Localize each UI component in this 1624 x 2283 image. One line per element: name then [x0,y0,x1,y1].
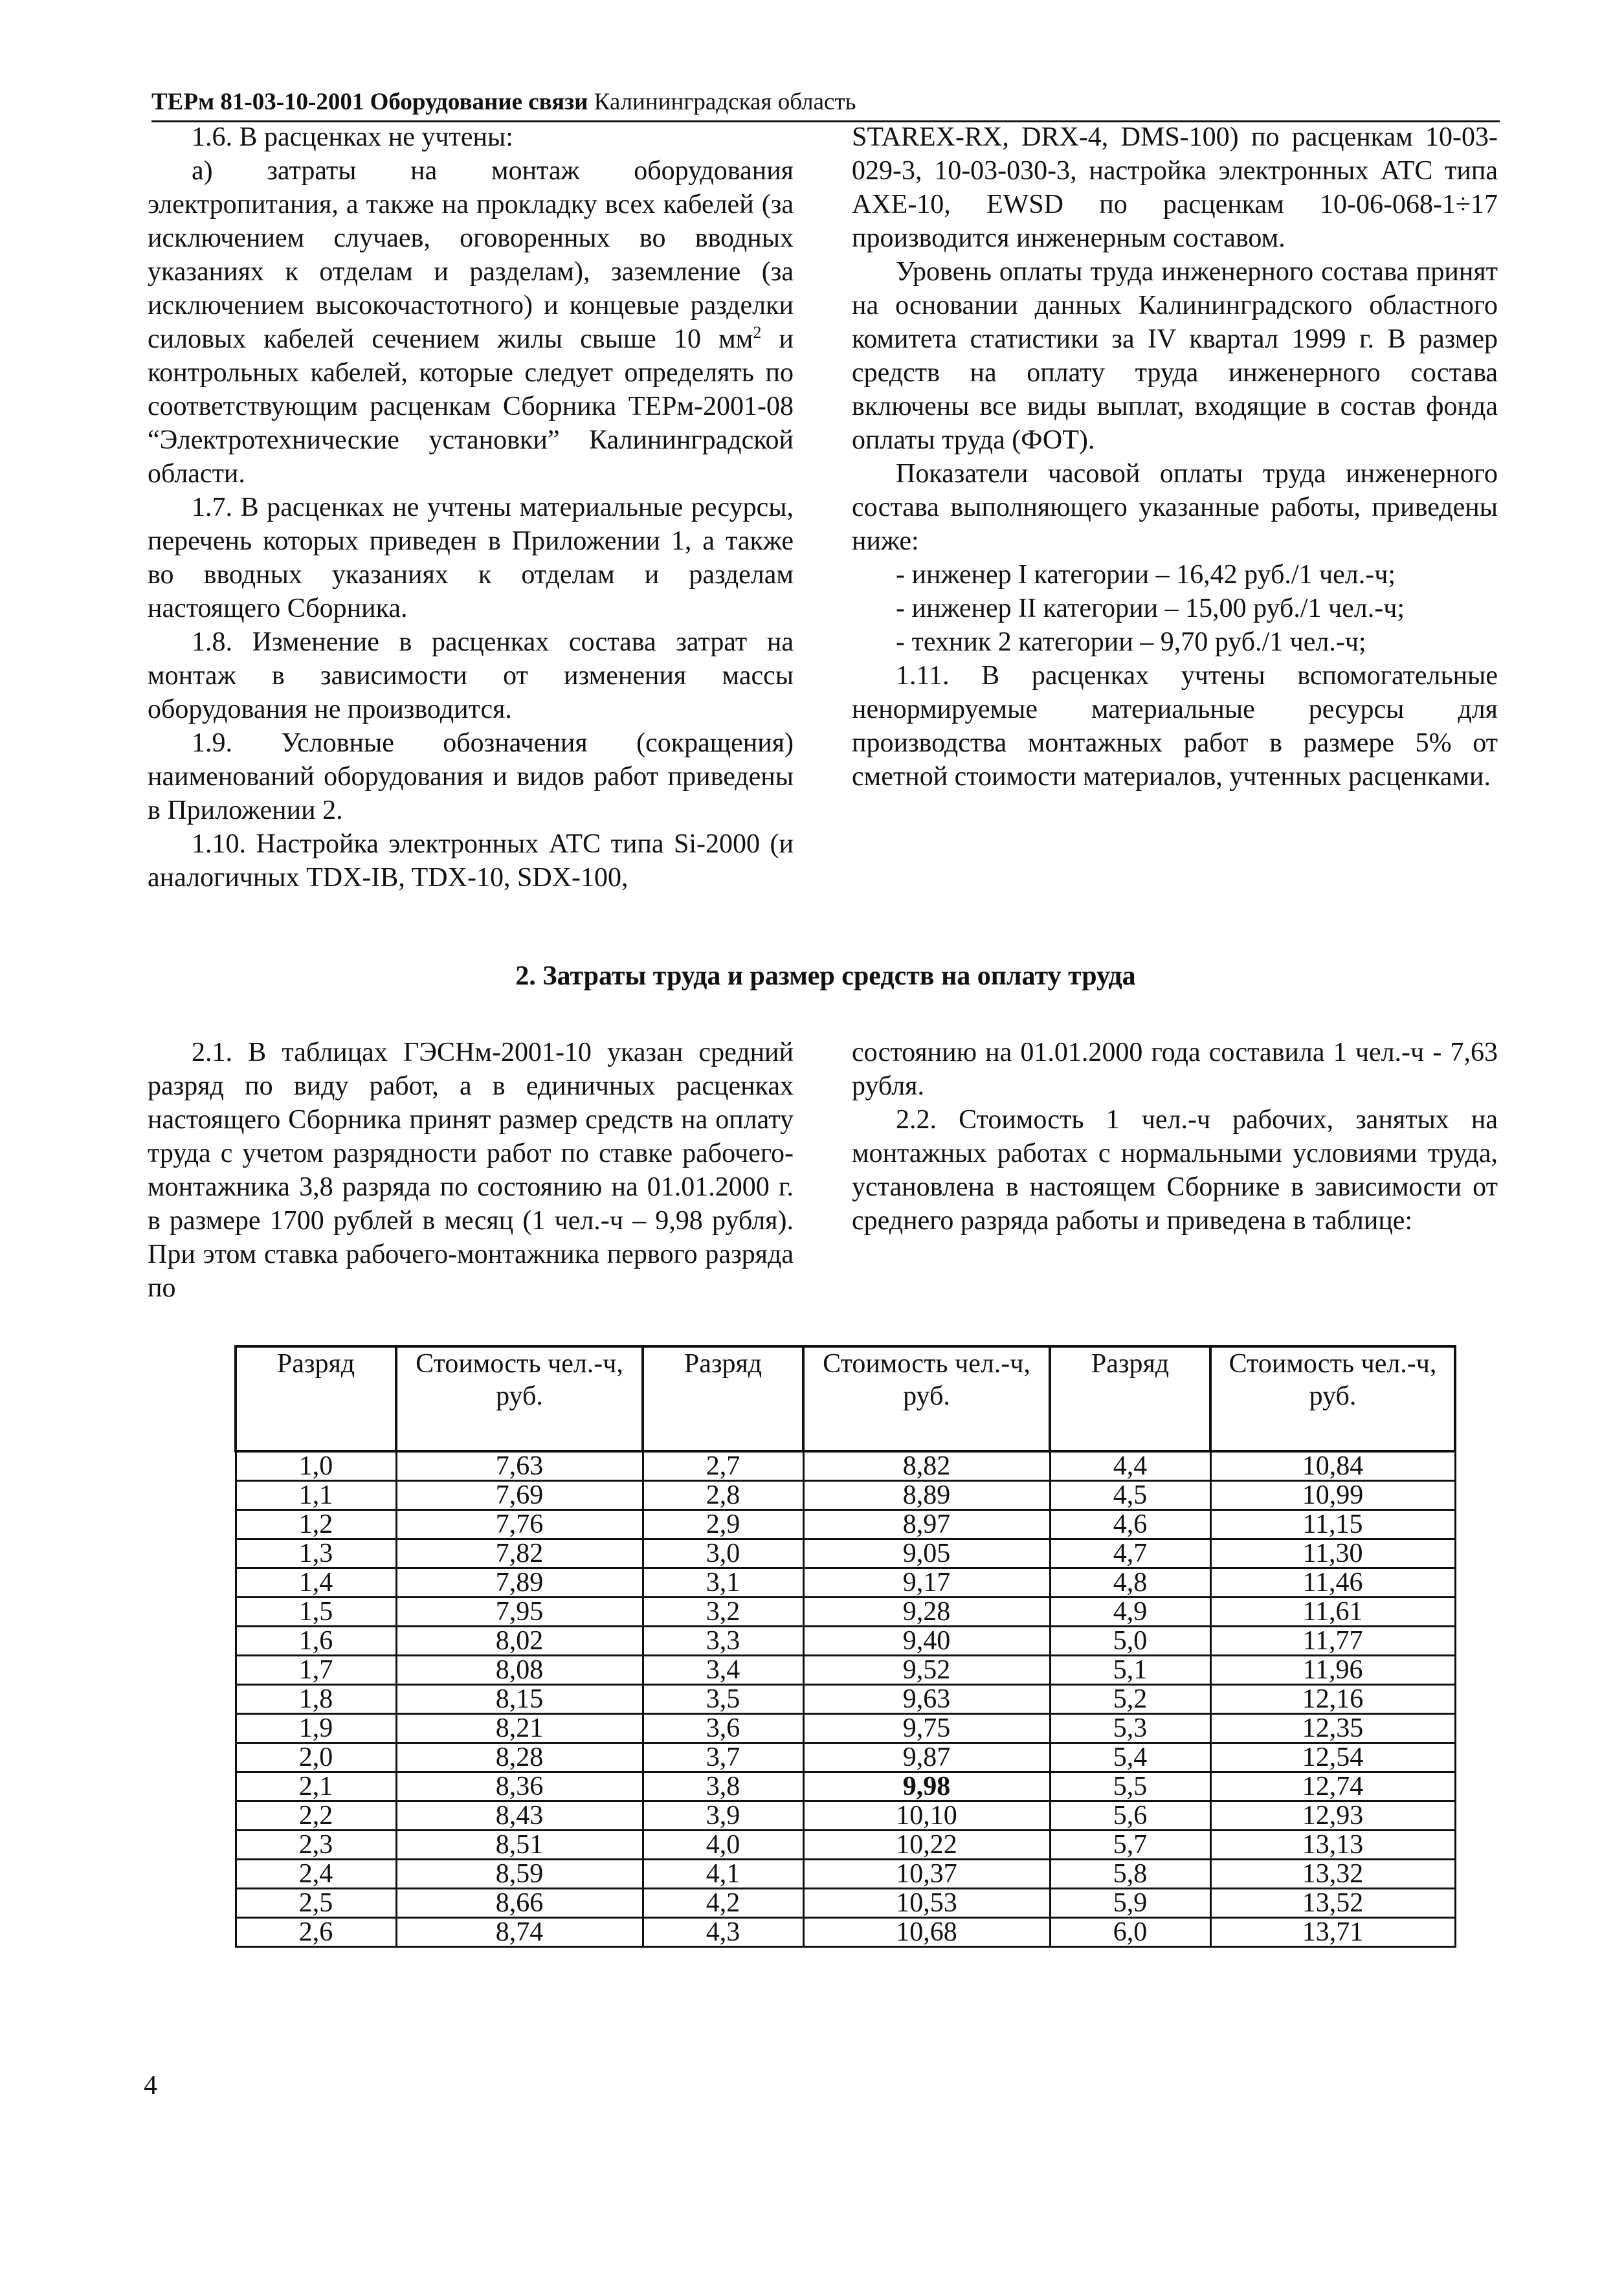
cost-cell: 7,76 [396,1510,643,1539]
table-row [236,1627,1455,1656]
paragraph-2-1-cont: состоянию на 01.01.2000 года составила 1 чел.-ч - 7,63 рубля. [852,1038,1498,1101]
grade-cell: 4,5 [1050,1481,1210,1510]
grade-cell: 2,9 [643,1510,803,1539]
grade-cell: 4,7 [1050,1539,1210,1568]
table-row [236,1743,1455,1772]
cost-cell: 12,16 [1210,1685,1455,1714]
cost-cell: 9,40 [803,1627,1050,1656]
cost-cell: 7,63 [396,1451,643,1481]
cost-cell: 9,87 [803,1743,1050,1772]
cost-cell: 13,13 [1210,1831,1455,1860]
grade-cell: 2,7 [643,1451,803,1481]
table-row [236,1685,1455,1714]
grade-cell: 2,0 [236,1743,396,1772]
grade-cell: 1,3 [236,1539,396,1568]
grade-cell: 1,6 [236,1627,396,1656]
table-row [236,1860,1455,1889]
table-body [236,1451,1455,1947]
cost-cell: 7,69 [396,1481,643,1510]
header-grade: Разряд [1050,1346,1210,1451]
grade-cell: 3,7 [643,1743,803,1772]
cost-cell: 8,28 [396,1743,643,1772]
grade-cell: 3,5 [643,1685,803,1714]
column-right-bottom [852,1036,1498,1238]
grade-cell: 3,0 [643,1539,803,1568]
grade-cell: 1,4 [236,1568,396,1598]
grade-cell: 5,7 [1050,1831,1210,1860]
grade-cell: 2,8 [643,1481,803,1510]
cost-cell: 8,02 [396,1627,643,1656]
cost-cell: 9,75 [803,1714,1050,1743]
page-number: 4 [144,2071,157,2100]
grade-cell: 2,4 [236,1860,396,1889]
grade-cell: 4,2 [643,1889,803,1918]
table-row [236,1598,1455,1627]
paragraph-1-9: 1.9. Условные обозначения (сокращения) наименований оборудования и видов работ приведены в Приложении 2. [148,728,794,825]
cost-cell: 10,84 [1210,1451,1455,1481]
paragraph-hourly-rates: Показатели часовой оплаты труда инженерного состава выполняющего указанные работы, приведены ниже: [852,459,1498,556]
cost-cell: 13,71 [1210,1918,1455,1947]
table-row [236,1656,1455,1685]
paragraph-1-6-a-text: а) затраты на монтаж оборудования электропитания, а также на прокладку всех кабелей (за исключением случаев, оговоренных во вводных указаниях к отделам и разделам), заземление (за исключением высокочастотного) и концевые разделки силовых кабелей сечением жилы свыше 10 мм [148,156,794,354]
grade-cell: 2,6 [236,1918,396,1947]
paragraph-1-6: 1.6. В расценках не учтены: [192,122,513,152]
column-left-bottom [148,1036,794,1305]
header-cost: Стоимость чел.-ч, руб. [396,1346,643,1451]
grade-cell: 1,1 [236,1481,396,1510]
running-header [151,87,1500,122]
grade-cell: 5,9 [1050,1889,1210,1918]
cost-cell: 10,68 [803,1918,1050,1947]
cost-cell: 12,35 [1210,1714,1455,1743]
cost-cell: 8,82 [803,1451,1050,1481]
header-code: ТЕРм 81-03-10-2001 Оборудование связи [151,89,588,115]
grade-cell: 4,1 [643,1860,803,1889]
header-region: Калининградская область [594,89,856,115]
table-header-row [236,1346,1455,1451]
grade-cell: 6,0 [1050,1918,1210,1947]
grade-cell: 4,4 [1050,1451,1210,1481]
table-row [236,1510,1455,1539]
grade-cell: 5,5 [1050,1772,1210,1801]
table-row [236,1772,1455,1801]
section-title: 2. Затраты труда и размер средств на оплату труда [515,961,1136,991]
grade-cell: 5,0 [1050,1627,1210,1656]
cost-cell: 10,99 [1210,1481,1455,1510]
paragraph-1-10: 1.10. Настройка электронных АТС типа Si-2000 (и аналогичных TDX-IB, TDX-10, SDX-100, [148,829,794,893]
grade-cell: 3,8 [643,1772,803,1801]
cost-cell: 8,15 [396,1685,643,1714]
grade-cell: 1,8 [236,1685,396,1714]
cost-cell: 8,43 [396,1801,643,1831]
grade-cell: 4,0 [643,1831,803,1860]
header-cost: Стоимость чел.-ч, руб. [803,1346,1050,1451]
cost-cell: 10,37 [803,1860,1050,1889]
grade-cell: 5,2 [1050,1685,1210,1714]
list-item: - инженер II категории – 15,00 руб./1 чел.-ч; [896,594,1405,623]
cost-cell: 7,82 [396,1539,643,1568]
grade-cell: 3,9 [643,1801,803,1831]
header-grade: Разряд [236,1346,396,1451]
cost-cell: 11,46 [1210,1568,1455,1598]
cost-cell: 8,21 [396,1714,643,1743]
cost-cell: 13,32 [1210,1860,1455,1889]
paragraph-1-7: 1.7. В расценках не учтены материальные ресурсы, перечень которых приведен в Приложении 1, а также во вводных указаниях к отделам и разделам настоящего Сборника. [148,493,794,623]
cost-cell: 10,22 [803,1831,1050,1860]
cost-cell: 11,77 [1210,1627,1455,1656]
grade-cell: 2,3 [236,1831,396,1860]
cost-cell: 13,52 [1210,1889,1455,1918]
list-item: - инженер I категории – 16,42 руб./1 чел.-ч; [896,560,1396,590]
cost-cell: 8,59 [396,1860,643,1889]
cost-cell: 9,17 [803,1568,1050,1598]
table-row [236,1451,1455,1481]
grade-cell: 3,3 [643,1627,803,1656]
paragraph-2-2: 2.2. Стоимость 1 чел.-ч рабочих, занятых на монтажных работах с нормальными условиями труда, установлена в настоящем Сборнике в зависимости от среднего разряда работы и приведена в таблице: [852,1105,1498,1236]
paragraph-pay-level: Уровень оплаты труда инженерного состава принят на основании данных Калининградского областного комитета статистики за IV квартал 1999 г. В размер средств на оплату труда инженерного состава включены все виды выплат, входящие в состав фонда оплаты труда (ФОТ). [852,257,1498,455]
cost-cell: 9,28 [803,1598,1050,1627]
cost-cell: 10,53 [803,1889,1050,1918]
column-left-top [148,120,794,895]
grade-cell: 3,4 [643,1656,803,1685]
grade-cell: 5,4 [1050,1743,1210,1772]
cost-cell: 9,05 [803,1539,1050,1568]
grade-cell: 3,1 [643,1568,803,1598]
cost-cell: 8,08 [396,1656,643,1685]
cost-cell: 10,10 [803,1801,1050,1831]
cost-cell: 9,98 [803,1772,1050,1801]
cost-cell: 8,51 [396,1831,643,1860]
grade-cell: 1,7 [236,1656,396,1685]
grade-cell: 1,5 [236,1598,396,1627]
paragraph-1-10-cont: STAREX-RX, DRX-4, DMS-100) по расценкам 10-03-029-3, 10-03-030-3, настройка электронных АТС типа AXE-10, EWSD по расценкам 10-06-068-1÷17 производится инженерным составом. [852,122,1498,253]
table-row [236,1714,1455,1743]
cost-cell: 8,97 [803,1510,1050,1539]
paragraph-1-8: 1.8. Изменение в расценках состава затрат на монтаж в зависимости от изменения массы оборудования не производится. [148,627,794,724]
superscript: 2 [753,323,762,342]
cost-cell: 11,61 [1210,1598,1455,1627]
grade-cell: 3,6 [643,1714,803,1743]
grade-cell: 4,9 [1050,1598,1210,1627]
grade-cell: 2,5 [236,1889,396,1918]
table-row [236,1481,1455,1510]
table-row [236,1918,1455,1947]
column-right-top [852,120,1498,794]
list-item: - техник 2 категории – 9,70 руб./1 чел.-ч; [896,627,1366,657]
grade-cell: 1,2 [236,1510,396,1539]
rates-table [234,1345,1456,1948]
grade-cell: 5,6 [1050,1801,1210,1831]
table-row [236,1568,1455,1598]
cost-cell: 9,63 [803,1685,1050,1714]
paragraph-2-1: 2.1. В таблицах ГЭСНм-2001-10 указан средний разряд по виду работ, а в единичных расценках настоящего Сборника принят размер средств на оплату труда с учетом разрядности работ по ставке рабочего-монтажника 3,8 разряда по состоянию на 01.01.2000 г. в размере 1700 рублей в месяц (1 чел.-ч – 9,98 рубля). При этом ставка рабочего-монтажника первого разряда по [148,1038,794,1303]
paragraph-1-6-a-tail: и контрольных кабелей, которые следует определять по соответствующим расценкам Сборника ТЕРм-2001-08 “Электротехнические установки” Калининградской области. [148,324,794,489]
grade-cell: 4,6 [1050,1510,1210,1539]
grade-cell: 5,8 [1050,1860,1210,1889]
cost-cell: 8,74 [396,1918,643,1947]
cost-cell: 11,15 [1210,1510,1455,1539]
grade-cell: 1,0 [236,1451,396,1481]
cost-cell: 7,95 [396,1598,643,1627]
header-grade: Разряд [643,1346,803,1451]
grade-cell: 4,8 [1050,1568,1210,1598]
cost-cell: 12,54 [1210,1743,1455,1772]
cost-cell: 11,30 [1210,1539,1455,1568]
grade-cell: 5,1 [1050,1656,1210,1685]
grade-cell: 2,1 [236,1772,396,1801]
grade-cell: 1,9 [236,1714,396,1743]
cost-cell: 12,74 [1210,1772,1455,1801]
header-cost: Стоимость чел.-ч, руб. [1210,1346,1455,1451]
cost-cell: 8,36 [396,1772,643,1801]
cost-cell: 8,89 [803,1481,1050,1510]
table-row [236,1801,1455,1831]
grade-cell: 4,3 [643,1918,803,1947]
table-row [236,1539,1455,1568]
table-row [236,1831,1455,1860]
grade-cell: 3,2 [643,1598,803,1627]
cost-cell: 8,66 [396,1889,643,1918]
paragraph-1-11: 1.11. В расценках учтены вспомогательные ненормируемые материальные ресурсы для производства монтажных работ в размере 5% от сметной стоимости материалов, учтенных расценками. [852,661,1498,792]
table-row [236,1889,1455,1918]
paragraph-1-6-a [148,154,794,491]
cost-cell: 12,93 [1210,1801,1455,1831]
cost-cell: 11,96 [1210,1656,1455,1685]
cost-cell: 9,52 [803,1656,1050,1685]
grade-cell: 5,3 [1050,1714,1210,1743]
cost-cell: 7,89 [396,1568,643,1598]
grade-cell: 2,2 [236,1801,396,1831]
